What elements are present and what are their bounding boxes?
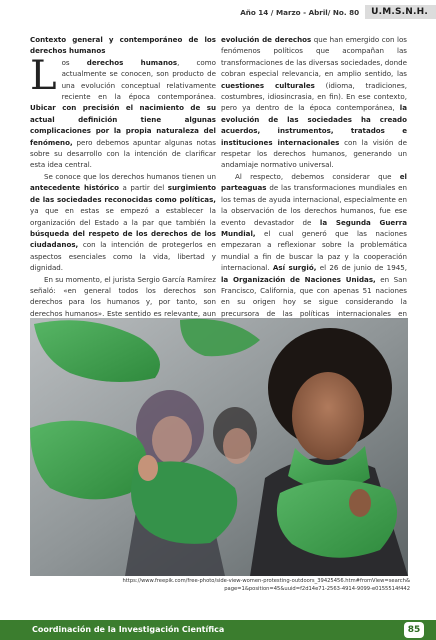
- bold-run: surgimiento de las sociedades reconocidas como políticas,: [30, 183, 216, 204]
- paragraph-evolution: [221, 34, 407, 171]
- text-run: que han emergido con los fenómenos políticos que acompañan las transformaciones de las diversas sociedades, donde cobran especial relevancia, en amplio sentido, las: [221, 35, 408, 79]
- header-bar: [240, 4, 436, 20]
- figure-face-middle: [223, 428, 251, 464]
- photo-caption: https://www.freepik.com/free-photo/side-view-women-protesting-outdoors_39425456.htm#fromView=search&page=1&position=45&uuid=f2d14e71-2563-4914-9099-e0155514f442: [122, 578, 410, 592]
- text-run: os: [61, 57, 87, 67]
- text-run: el cual generó que las naciones empezaran a reflexionar sobre la problemática mundial a fin de buscar la paz y la cooperación internacional.: [221, 228, 407, 273]
- figure-face-right: [292, 372, 364, 460]
- text-run: a partir del: [118, 183, 168, 193]
- page-number: 85: [404, 622, 424, 638]
- bold-run: búsqueda del respeto de los derechos de los ciudadanos,: [30, 228, 216, 250]
- bold-run: Así surgió,: [272, 263, 317, 273]
- brand-label: U.M.S.N.H.: [365, 5, 436, 19]
- paragraph-intro: [30, 52, 216, 171]
- page-footer: [0, 620, 436, 640]
- paragraph-history: [30, 171, 216, 274]
- text-run: Al respecto, debemos considerar que: [235, 171, 400, 181]
- bold-run: el parteaguas: [221, 171, 407, 193]
- bold-run: Ubicar con precisión el nacimiento de su actual definición tiene algunas complicaciones por la propia naturaleza del fenómeno,: [30, 103, 216, 147]
- text-run: ya que en estas se empezó a establecer la organización del Estado a la par que también la: [30, 206, 216, 227]
- text-run: con la intención de protegerlos en aspectos esenciales como la vida, libertad y dignidad.: [30, 240, 216, 273]
- text-run: con la visión de respetar los derechos humanos, generando un andamiaje normativo universal.: [221, 137, 407, 170]
- bold-run: evolución de derechos: [221, 35, 312, 44]
- text-run: Se conoce que los derechos humanos tienen un: [44, 171, 216, 181]
- hand-left: [138, 455, 158, 481]
- footer-label: Coordinación de la Investigación Científica: [32, 625, 225, 634]
- text-run: el 26 de junio de 1945,: [316, 263, 407, 273]
- right-column: [221, 34, 407, 331]
- issue-label: Año 14 / Marzo - Abril/ No. 80: [240, 7, 360, 17]
- text-run: En su momento, el jurista Sergio García Ramírez señaló: «en general todos los derechos son derechos para los humanos y, por tanto, son derechos humanos». Este sentido es relevante, aun: [30, 274, 217, 318]
- bold-run: derechos humanos: [86, 57, 178, 67]
- section-heading: Contexto general y contemporáneo de los derechos humanos: [30, 35, 216, 56]
- bold-run: la Segunda Guerra Mundial,: [221, 217, 408, 238]
- protest-photo: [30, 318, 408, 576]
- bold-run: la evolución de las sociedades ha creado acuerdos, instrumentos, tratados e instituciones internacionales: [221, 103, 407, 147]
- hand-right: [349, 489, 371, 517]
- drop-cap: L: [30, 52, 57, 99]
- text-run: (idioma, tradiciones, costumbres, idiosincrasia, en fin). En ese contexto, pero ya dentro de la época contemporánea,: [221, 80, 407, 113]
- text-run: pero debemos apuntar algunas notas sobre su desarrollo con la intención de clarificar esta idea central.: [30, 137, 216, 170]
- text-run: en San Francisco, California, que con apenas 51 naciones en su origen hoy se sigue considerando la precursora de las políticas internacionales en: [221, 274, 407, 318]
- paragraph-ww2: [221, 171, 407, 331]
- bold-run: antecedente histórico: [30, 183, 119, 193]
- protest-illustration: [30, 318, 408, 576]
- text-run: , como actualmente se conocen, son producto de una evolución conceptual relativamente reciente en la época contemporánea.: [61, 57, 216, 102]
- left-column: [30, 34, 216, 353]
- page-header: [0, 0, 436, 24]
- text-run: de las transformaciones mundiales en los temas de ayuda internacional, especialmente en la observación de los derechos humanos, fue ese evento devastador de: [221, 183, 407, 227]
- bold-run: la Organización de Naciones Unidas,: [221, 274, 376, 284]
- bold-run: cuestiones culturales: [221, 80, 315, 90]
- figure-face-left: [152, 416, 192, 464]
